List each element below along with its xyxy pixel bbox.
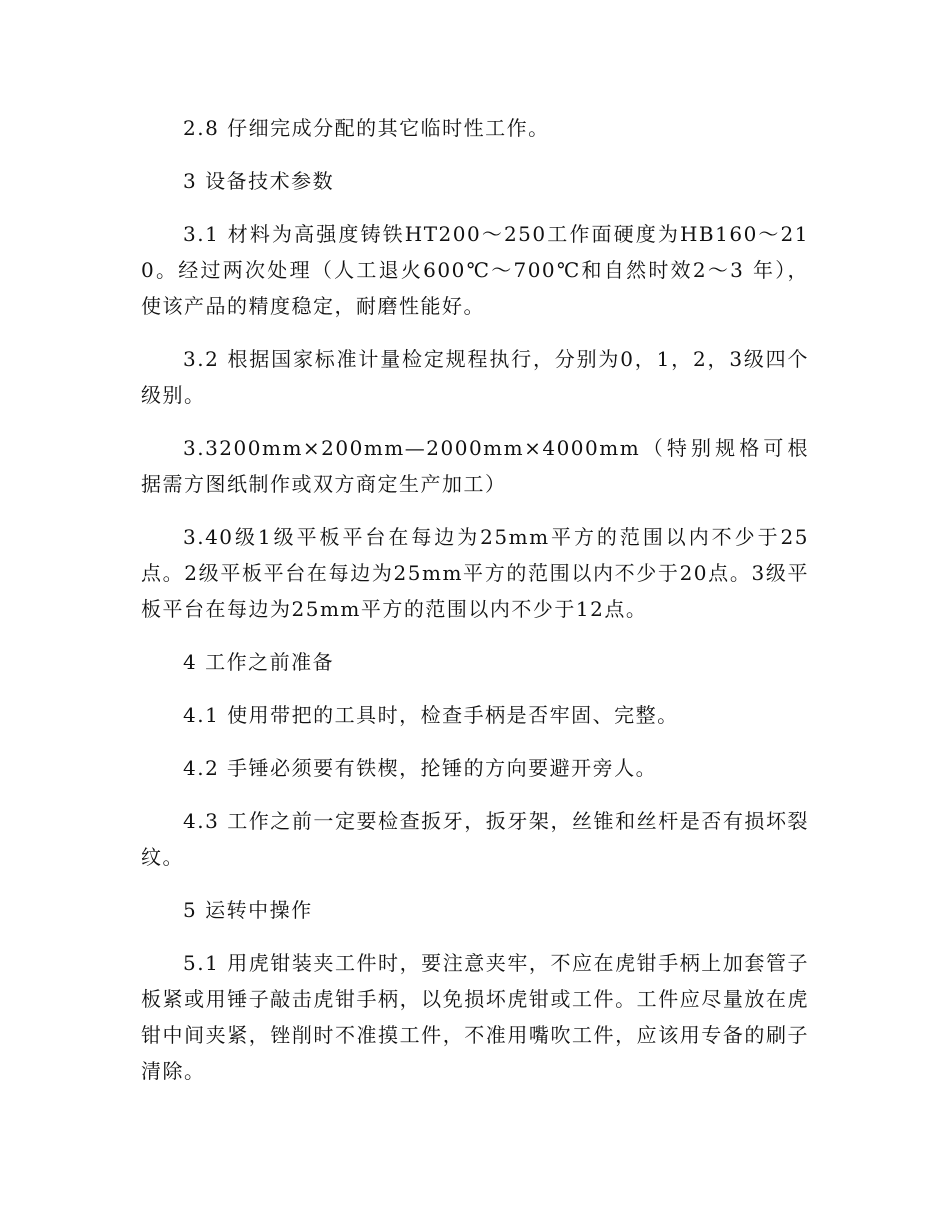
section-heading-3: 3 设备技术参数 bbox=[183, 169, 335, 193]
section-heading-5: 5 运转中操作 bbox=[183, 898, 313, 922]
paragraph-3-2: 3.2 根据国家标准计量检定规程执行，分别为0，1，2，3级四个级别。 bbox=[141, 347, 809, 407]
paragraph-2-8: 2.8 仔细完成分配的其它临时性工作。 bbox=[183, 116, 550, 140]
paragraph-4-3: 4.3 工作之前一定要检查扳牙，扳牙架，丝锥和丝杆是否有损坏裂纹。 bbox=[141, 809, 809, 869]
paragraph-4-1: 4.1 使用带把的工具时，检查手柄是否牢固、完整。 bbox=[183, 703, 679, 727]
section-heading-4: 4 工作之前准备 bbox=[183, 650, 335, 674]
paragraph-3-1: 3.1 材料为高强度铸铁HT200～250工作面硬度为HB160～210。经过两次处理（人工退火600℃～700℃和自然时效2～3 年），使该产品的精度稳定，耐磨性能好。 bbox=[141, 222, 809, 318]
paragraph-5-1: 5.1 用虎钳装夹工件时，要注意夹牢，不应在虎钳手柄上加套管子板紧或用锤子敲击虎钳手柄，以免损坏虎钳或工件。工件应尽量放在虎钳中间夹紧，锉削时不准摸工件，不准用嘴吹工件，应该用专备的刷子清除。 bbox=[141, 951, 809, 1083]
paragraph-4-2: 4.2 手锤必须要有铁楔，抡锤的方向要避开旁人。 bbox=[183, 756, 658, 780]
document-body bbox=[141, 110, 809, 1106]
paragraph-3-3: 3.3200mm×200mm—2000mm×4000mm（特别规格可根据需方图纸制作或双方商定生产加工） bbox=[141, 436, 809, 496]
paragraph-3-4: 3.40级1级平板平台在每边为25mm平方的范围以内不少于25点。2级平板平台在每边为25mm平方的范围以内不少于20点。3级平板平台在每边为25mm平方的范围以内不少于12点。 bbox=[141, 525, 809, 621]
